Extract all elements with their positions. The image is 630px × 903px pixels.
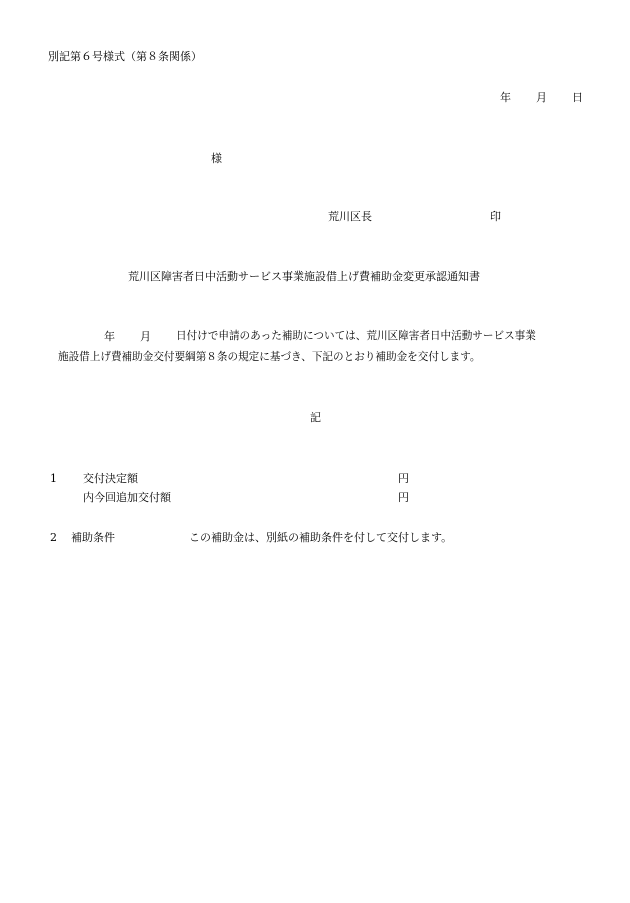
body-month-label: 月 <box>140 330 151 343</box>
date-day-label: 日 <box>572 91 583 104</box>
ki-heading: 記 <box>310 411 321 424</box>
issuer-name: 荒川区長 <box>328 210 372 223</box>
body-line2-text: 施設借上げ費補助金交付要綱第８条の規定に基づき、下記のとおり補助金を交付します。 <box>58 351 481 363</box>
form-number: 別記第６号様式（第８条関係） <box>48 50 202 63</box>
body-line1-text: 日付けで申請のあった補助については、荒川区障害者日中活動サービス事業 <box>176 330 536 342</box>
item-1-sub-unit: 円 <box>398 491 409 504</box>
item-2-text: この補助金は、別紙の補助条件を付して交付します。 <box>189 531 453 544</box>
addressee-honorific: 様 <box>211 152 222 165</box>
item-1-sub-label: 内今回追加交付額 <box>83 491 171 504</box>
item-2-number: 2 <box>50 531 57 544</box>
date-month-label: 月 <box>536 91 547 104</box>
item-1-unit: 円 <box>398 472 409 485</box>
document-title: 荒川区障害者日中活動サービス事業施設借上げ費補助金変更承認通知書 <box>128 270 480 283</box>
body-year-label: 年 <box>104 330 115 343</box>
item-1-label: 交付決定額 <box>83 472 138 485</box>
date-year-label: 年 <box>500 91 511 104</box>
item-1-number: 1 <box>50 472 57 485</box>
item-2-label: 補助条件 <box>71 531 115 544</box>
issuer-seal: 印 <box>490 210 501 223</box>
